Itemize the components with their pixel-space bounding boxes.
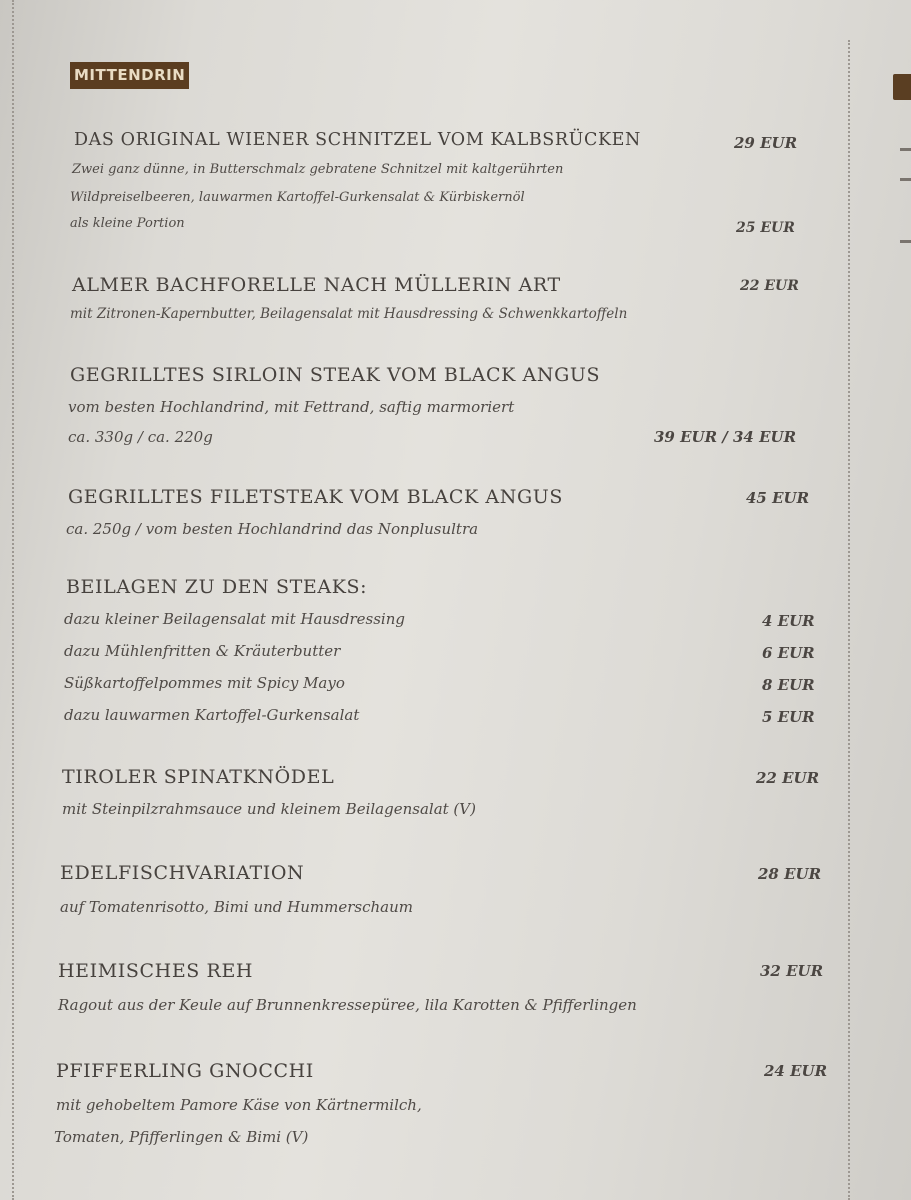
sides-heading: BEILAGEN ZU DEN STEAKS: (66, 576, 368, 598)
right-dotted-border (848, 40, 850, 1200)
dish-price-forelle: 22 EUR (740, 278, 799, 294)
next-column-badge (893, 74, 911, 100)
dish-price-filet: 45 EUR (746, 489, 810, 507)
dish-name-edelfisch: EDELFISCHVARIATION (60, 862, 305, 884)
dish-name-spinatknoedel: TIROLER SPINATKNÖDEL (62, 766, 335, 788)
next-column-mark (900, 148, 911, 151)
dish-desc-schnitzel-2: Wildpreiselbeeren, lauwarmen Kartoffel-Gurkensalat & Kürbiskernöl (70, 190, 525, 205)
dish-name-reh: HEIMISCHES REH (58, 960, 254, 982)
dish-desc-schnitzel-3: als kleine Portion (70, 216, 185, 231)
side-item: dazu kleiner Beilagensalat mit Hausdressing (64, 610, 405, 628)
left-dotted-border (12, 0, 14, 1200)
dish-price-schnitzel-small: 25 EUR (736, 220, 795, 236)
section-title: MITTENDRIN (70, 62, 189, 89)
dish-desc-spinatknoedel: mit Steinpilzrahmsauce und kleinem Beilagensalat (V) (62, 800, 476, 818)
side-price: 8 EUR (762, 676, 815, 694)
dish-name-gnocchi: PFIFFERLING GNOCCHI (56, 1060, 314, 1082)
dish-desc-reh: Ragout aus der Keule auf Brunnenkressepüree, lila Karotten & Pfifferlingen (58, 996, 637, 1014)
dish-desc-sirloin-1: vom besten Hochlandrind, mit Fettrand, saftig marmoriert (68, 398, 515, 416)
side-item: Süßkartoffelpommes mit Spicy Mayo (64, 674, 345, 692)
dish-desc-gnocchi-1: mit gehobeltem Pamore Käse von Kärtnermilch, (56, 1096, 422, 1114)
dish-price-spinatknoedel: 22 EUR (756, 769, 820, 787)
dish-desc-schnitzel-1: Zwei ganz dünne, in Butterschmalz gebratene Schnitzel mit kaltgerührten (72, 162, 564, 177)
side-item: dazu lauwarmen Kartoffel-Gurkensalat (64, 706, 360, 724)
dish-price-sirloin: 39 EUR / 34 EUR (654, 428, 797, 446)
next-column-mark (900, 240, 911, 243)
dish-desc-gnocchi-2: Tomaten, Pfifferlingen & Bimi (V) (54, 1128, 309, 1146)
dish-price-schnitzel: 29 EUR (734, 134, 798, 152)
dish-name-schnitzel: DAS ORIGINAL WIENER SCHNITZEL VOM KALBSRÜCKEN (74, 130, 641, 150)
side-price: 5 EUR (762, 708, 815, 726)
dish-desc-edelfisch: auf Tomatenrisotto, Bimi und Hummerschaum (60, 898, 413, 916)
dish-name-sirloin: GEGRILLTES SIRLOIN STEAK VOM BLACK ANGUS (70, 364, 601, 386)
dish-desc-filet: ca. 250g / vom besten Hochlandrind das Nonplusultra (66, 520, 479, 538)
dish-name-forelle: ALMER BACHFORELLE NACH MÜLLERIN ART (72, 274, 561, 296)
side-item: dazu Mühlenfritten & Kräuterbutter (64, 642, 341, 660)
dish-name-filet: GEGRILLTES FILETSTEAK VOM BLACK ANGUS (68, 486, 563, 508)
dish-price-edelfisch: 28 EUR (758, 865, 822, 883)
dish-price-gnocchi: 24 EUR (764, 1062, 828, 1080)
side-price: 6 EUR (762, 644, 815, 662)
next-column-mark (900, 178, 911, 181)
side-price: 4 EUR (762, 612, 815, 630)
dish-price-reh: 32 EUR (760, 962, 824, 980)
dish-desc-sirloin-2: ca. 330g / ca. 220g (68, 428, 213, 446)
dish-desc-forelle: mit Zitronen-Kapernbutter, Beilagensalat mit Hausdressing & Schwenkkartoffeln (70, 306, 628, 322)
